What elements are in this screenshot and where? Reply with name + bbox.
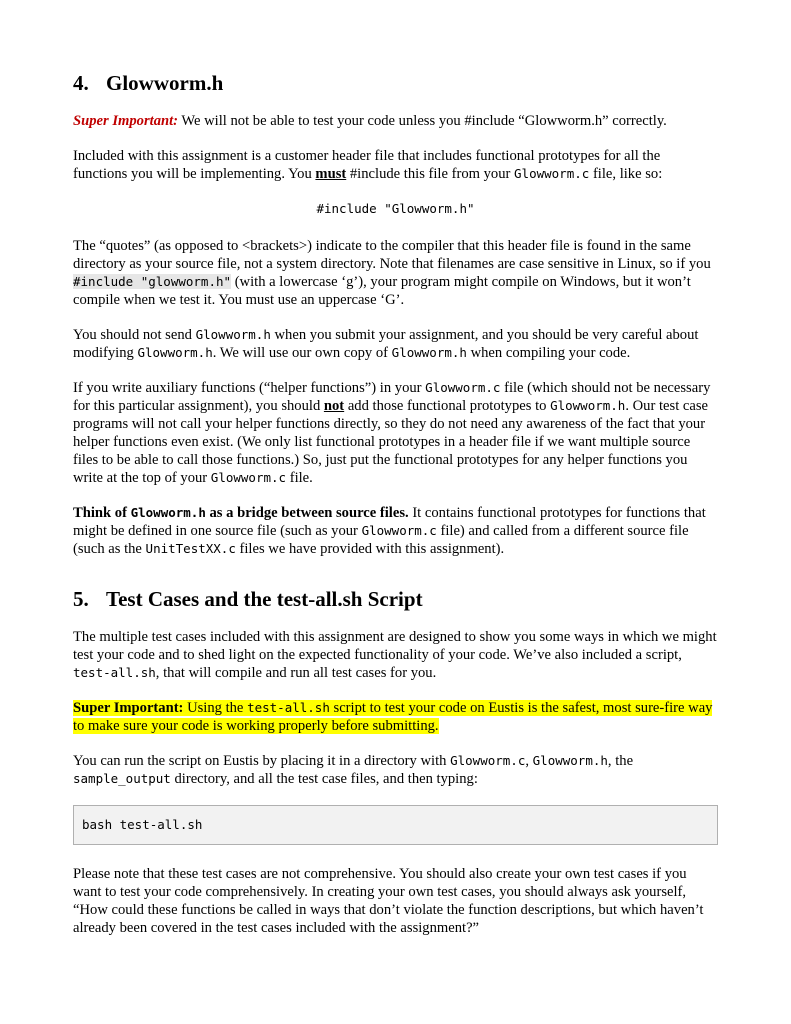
section-5-title: Test Cases and the test-all.sh Script [106,587,423,611]
inline-code-filename: Glowworm.h [391,345,467,360]
s4-quotes-paragraph: The “quotes” (as opposed to <brackets>) indicate to the compiler that this header file is found in the same directory as your source file, not a system directory. Note that filenames are case sensitive in Linux, so if you #include "glowworm.h" (with a lowercase ‘g’), your program might compile on Windows, but it won’t compile when we test it. You must use an uppercase ‘G’. [73,238,711,308]
inline-code-filename: Glowworm.h [550,398,626,413]
inline-code-filename: Glowworm.c [450,753,526,768]
inline-code-dirname: sample_output [73,771,171,786]
s4-helper-functions-paragraph: If you write auxiliary functions (“helper functions”) in your Glowworm.c file (which should not be necessary for this particular assignment), you should not add those functional prototypes to Glowworm.h. Our test case programs will not call your helper functions directly, so they do not need any awareness of the fact that your helper functions even exist. (We only list functional prototypes in a header file if we want multiple source files to be able to call those functions.) So, just put the functional prototypes for any helper functions you write at the top of your Glowworm.c file. [73,380,711,486]
must-emphasis: must [315,166,347,182]
inline-code-filename: Glowworm.c [210,470,287,485]
s5-test-cases-paragraph: The multiple test cases included with this assignment are designed to show you some ways in which we might test your code and to shed light on the expected functionality of your code. We’ve also included a script, test-all.sh, that will compile and run all test cases for you. [73,629,717,681]
inline-code-script: test-all.sh [247,700,330,715]
s5-run-script-paragraph: You can run the script on Eustis by placing it in a directory with Glowworm.c, Glowworm.h, the sample_output directory, and all the test case files, and then typing: [73,753,634,787]
inline-code-filename: UnitTestXX.c [145,541,236,556]
highlighted-warning: Super Important: Using the test-all.sh script to test your code on Eustis is the safest, most sure-fire way to make sure your code is working properly before submitting. [73,700,713,734]
inline-code-lowercase-include: #include "glowworm.h" [73,274,232,289]
not-emphasis: not [323,398,345,414]
inline-code-filename: Glowworm.c [425,380,501,395]
s5-super-important-label: Super Important: [73,700,184,716]
s5-super-important-paragraph [73,699,718,735]
inline-code-filename: Glowworm.h [130,505,206,520]
document-content [73,68,718,954]
s4-super-important-paragraph: Super Important: We will not be able to test your code unless you #include “Glowworm.h” correctly. [73,113,667,129]
s4-header-intro-paragraph: Included with this assignment is a customer header file that includes functional prototypes for all the functions you will be implementing. You must #include this file from your Glowworm.c file, like so: [73,148,663,182]
s4-do-not-send-paragraph: You should not send Glowworm.h when you submit your assignment, and you should be very careful about modifying Glowworm.h. We will use our own copy of Glowworm.h when compiling your code. [73,327,699,361]
s4-bridge-paragraph: Think of Glowworm.h as a bridge between source files. It contains functional prototypes for functions that might be defined in one source file (such as your Glowworm.c file) and called from a different source file (such as the UnitTestXX.c files we have provided with this assignment). [73,505,706,557]
section-4-heading [73,68,718,98]
section-4-title: Glowworm.h [106,71,224,95]
inline-code-script: test-all.sh [73,665,156,680]
bash-command-box: bash test-all.sh [73,805,718,845]
inline-code-filename: Glowworm.h [137,345,213,360]
inline-code-filename: Glowworm.h [532,753,608,768]
section-5-heading [73,584,718,614]
inline-code-filename: Glowworm.h [195,327,271,342]
bridge-bold-lead: Think of Glowworm.h as a bridge between source files. [73,505,409,521]
s5-not-comprehensive-paragraph: Please note that these test cases are not comprehensive. You should also create your own test cases if you want to test your code comprehensively. In creating your own test cases, you should always ask yourself, “How could these functions be called in ways that don’t violate the function descriptions, but which haven’t already been covered in the test cases included with the assignment?” [73,866,704,936]
s4-super-important-label: Super Important: [73,113,179,129]
inline-code-filename: Glowworm.c [361,523,437,538]
include-code-line: #include "Glowworm.h" [316,201,475,216]
section-4-number: 4. [73,71,89,95]
inline-code-filename: Glowworm.c [514,166,590,181]
section-5-number: 5. [73,587,89,611]
